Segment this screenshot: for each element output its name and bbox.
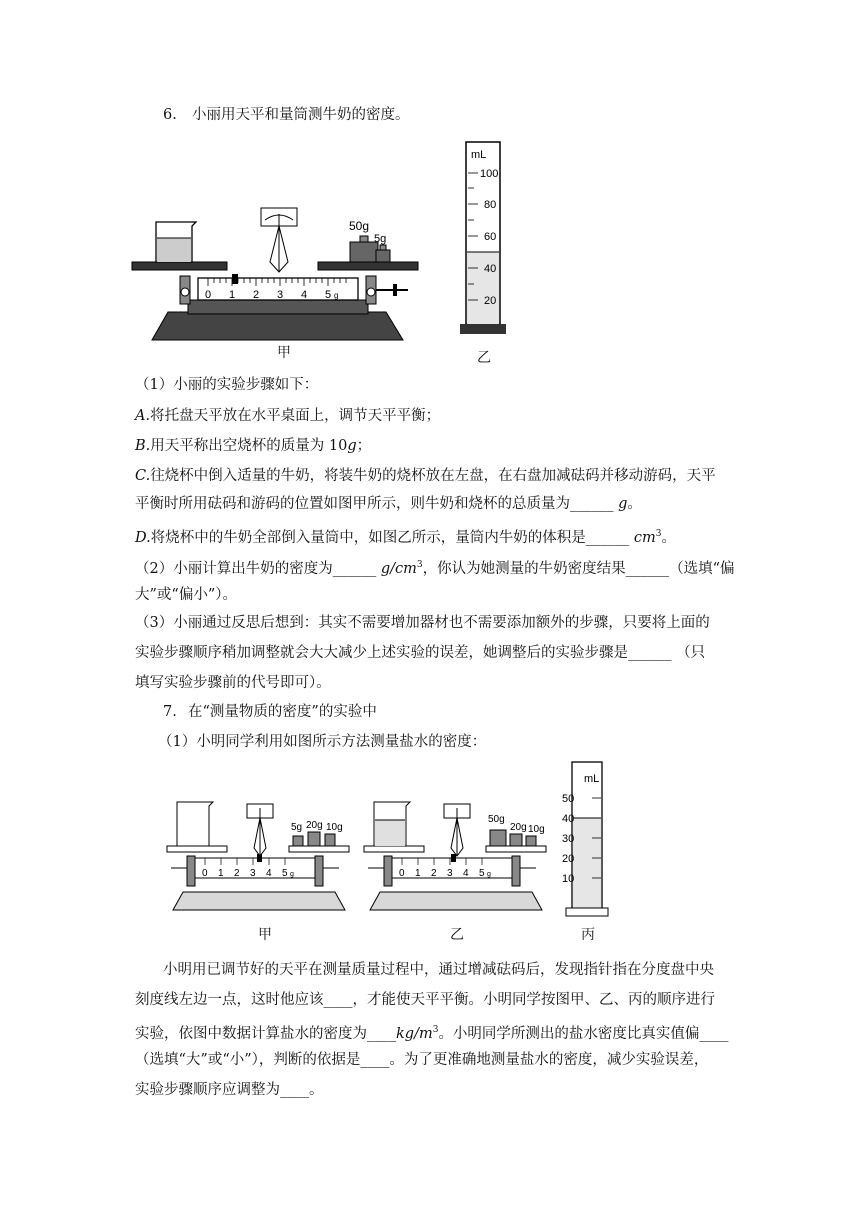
q6-part2-line1 — [135, 555, 735, 579]
q7-cyl-30: 30 — [562, 833, 575, 845]
q6-step-d — [135, 524, 676, 548]
q7-cyl-10: 10 — [562, 873, 575, 885]
q6-step-d-end: 。 — [661, 529, 676, 546]
q7-para-line3-b: 。小明同学所测出的盐水密度比真实值偏____ — [438, 1025, 729, 1042]
q7-part1: （1）小明同学利用如图所示方法测量盐水的密度： — [158, 734, 487, 750]
q7-caption-yi: 乙 — [450, 927, 464, 943]
q7y-scale-5: 5 — [479, 868, 485, 879]
q6-step-d-text: 将烧杯中的牛奶全部倒入量筒中，如图乙所示，量筒内牛奶的体积是______ — [150, 529, 634, 546]
q7y-weight-20g: 20g — [510, 822, 527, 833]
q6-step-b-unit: g — [347, 438, 357, 454]
q7-caption-bing: 丙 — [581, 927, 595, 943]
q7-balance-jia-figure — [163, 798, 355, 918]
q7j-weight-10g: 10g — [326, 822, 343, 833]
q6-part2-sup: 3 — [416, 560, 423, 570]
q7y-scale-g: g — [487, 871, 491, 878]
q6-cyl-unit: mL — [471, 149, 487, 161]
q6-caption-jia: 甲 — [277, 345, 291, 361]
q6-part2-b: ，你认为她测量的牛奶密度结果______（选填“偏 — [422, 560, 735, 577]
q6-cyl-80: 80 — [484, 199, 497, 211]
q6-scale-5: 5 — [325, 289, 332, 301]
q6-step-a-text: 将托盘天平放在水平桌面上，调节天平平衡； — [150, 408, 441, 424]
q7-cyl-20: 20 — [562, 853, 575, 865]
q6-scale-1: 1 — [229, 289, 236, 301]
q6-scale-3: 3 — [277, 289, 284, 301]
q6-part1-intro: （1）小丽的实验步骤如下： — [135, 377, 319, 393]
q7-para-line3-unit: kg/m — [396, 1025, 433, 1042]
q6-scale-2: 2 — [253, 289, 260, 301]
q6-step-d-letter: D. — [135, 529, 151, 546]
q6-caption-yi: 乙 — [477, 350, 491, 366]
q7j-scale-4: 4 — [266, 868, 272, 879]
q7j-weight-20g: 20g — [306, 820, 323, 831]
q6-step-c-text2: 平衡时所用砝码和游码的位置如图甲所示，则牛奶和烧杯的总质量为______ — [135, 496, 619, 512]
q7j-scale-5: 5 — [282, 868, 288, 879]
q6-cyl-20: 20 — [484, 295, 497, 307]
q6-step-c-unit: g — [618, 496, 628, 512]
q6-weight-50g: 50g — [349, 219, 370, 233]
q7-para-line2: 刻度线左边一点，这时他应该____，才能使天平平衡。小明同学按图甲、乙、丙的顺序进行 — [135, 992, 715, 1008]
q6-cyl-60: 60 — [484, 231, 497, 243]
q6-scale-4: 4 — [301, 289, 308, 301]
q6-step-c-letter: C. — [135, 468, 151, 484]
q7-cyl-50: 50 — [562, 793, 575, 805]
q7-cyl-unit: mL — [584, 773, 600, 785]
q6-step-c-line1 — [135, 466, 716, 486]
q6-stem: 小丽用天平和量筒测牛奶的密度。 — [192, 107, 410, 123]
q6-step-a — [135, 406, 440, 426]
q7-cyl-40: 40 — [562, 813, 575, 825]
q6-part3-line3: 填写实验步骤前的代号即可）。 — [135, 675, 331, 691]
q7y-weight-10g: 10g — [528, 824, 545, 835]
q6-step-b — [135, 436, 371, 456]
q7-stem: 在“测量物质的密度”的实验中 — [188, 704, 377, 720]
q6-cyl-100: 100 — [480, 168, 499, 180]
q6-part2-unit: g/cm — [380, 560, 417, 577]
q7-balance-yi-figure — [360, 798, 552, 918]
q7-para-line3-sup: 3 — [432, 1025, 439, 1035]
rider-marker — [232, 274, 238, 284]
q7j-scale-g: g — [290, 871, 294, 878]
q6-scale-g: g — [334, 291, 339, 300]
q6-cylinder-figure — [458, 140, 518, 340]
q7y-scale-3: 3 — [447, 868, 453, 879]
q6-step-c-text1: 往烧杯中倒入适量的牛奶，将装牛奶的烧杯放在左盘，在右盘加减砝码并移动游码，天平 — [150, 468, 716, 484]
q7-caption-jia: 甲 — [258, 927, 272, 943]
q7y-scale-4: 4 — [463, 868, 469, 879]
q6-scale-0: 0 — [205, 289, 212, 301]
q6-part2-line2: 大”或“偏小”）。 — [135, 587, 237, 603]
q6-step-b-end: ； — [356, 438, 372, 454]
q7j-scale-0: 0 — [202, 868, 208, 879]
q7y-scale-2: 2 — [431, 868, 437, 879]
q7j-weight-5g: 5g — [291, 822, 303, 833]
q6-weight-5g: 5g — [374, 233, 387, 245]
q7-para-line1: 小明用已调节好的天平在测量质量过程中，通过增减砝码后，发现指针指在分度盘中央 — [163, 962, 714, 978]
q6-number: 6. — [163, 107, 177, 123]
q6-part3-line2: 实验步骤顺序稍加调整就会大大减少上述实验的误差，她调整后的实验步骤是______ （只 — [135, 645, 706, 661]
q7-para-line3-a: 实验，依图中数据计算盐水的密度为____ — [135, 1025, 396, 1042]
q7-para-line4: （选填“大”或“小”），判断的依据是____。为了更准确地测量盐水的密度，减少实验误差， — [135, 1052, 709, 1068]
q7j-scale-3: 3 — [250, 868, 256, 879]
q7y-scale-1: 1 — [415, 868, 421, 879]
q7j-scale-1: 1 — [218, 868, 224, 879]
q7-number: 7. — [163, 704, 177, 720]
q6-step-c-end: 。 — [627, 496, 642, 512]
q7-para-line3 — [135, 1020, 728, 1044]
q6-step-d-sup: 3 — [655, 529, 662, 539]
q6-step-c-line2 — [135, 494, 642, 514]
q6-step-d-unit: cm — [633, 529, 656, 546]
q6-step-b-text: 用天平称出空烧杯的质量为 10 — [150, 438, 348, 454]
q6-part2-a: （2）小丽计算出牛奶的密度为______ — [135, 560, 381, 577]
q7y-scale-0: 0 — [399, 868, 405, 879]
q7j-scale-2: 2 — [234, 868, 240, 879]
q6-part3-line1: （3）小丽通过反思后想到：其实不需要增加器材也不需要添加额外的步骤，只要将上面的 — [135, 615, 710, 631]
q6-cyl-40: 40 — [484, 263, 497, 275]
q7y-weight-50g: 50g — [488, 814, 505, 825]
q6-step-a-letter: A. — [135, 408, 151, 424]
q6-step-b-letter: B. — [135, 438, 151, 454]
q7-cylinder-figure — [562, 758, 614, 920]
q7-para-line5: 实验步骤顺序应调整为____。 — [135, 1082, 324, 1098]
